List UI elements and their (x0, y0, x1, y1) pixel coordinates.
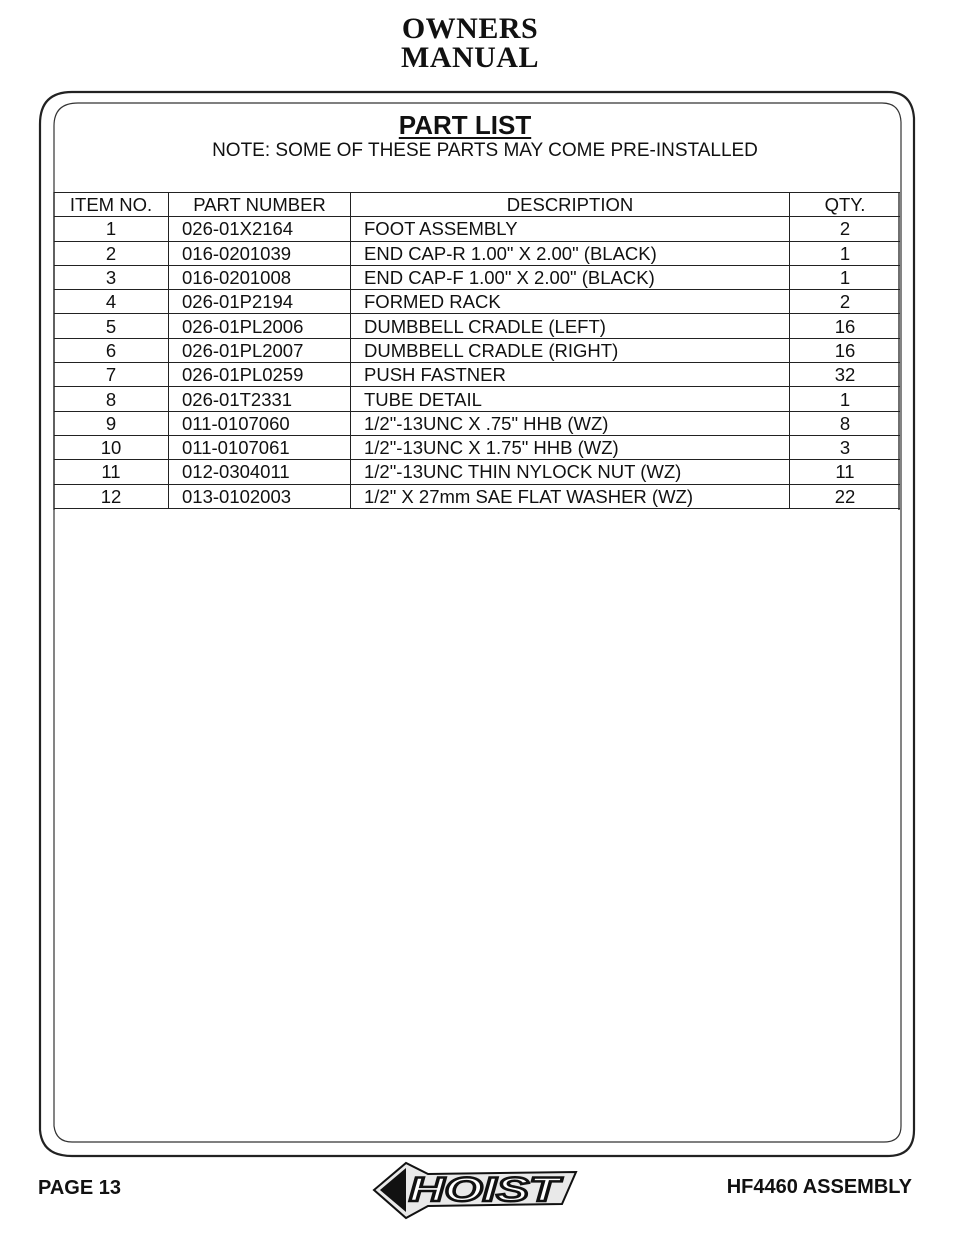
table-row (54, 411, 900, 435)
table-row (54, 290, 900, 314)
table-row (54, 217, 900, 241)
part-list-note: NOTE: SOME OF THESE PARTS MAY COME PRE-INSTALLED (212, 140, 758, 161)
cell-description: 1/2"-13UNC X 1.75" HHB (WZ) (351, 435, 790, 459)
parts-table (54, 192, 900, 509)
cell-item: 1 (54, 217, 169, 241)
cell-part-number: 026-01P2194 (169, 290, 351, 314)
col-header-qty: QTY. (790, 193, 901, 217)
table-row (54, 460, 900, 484)
manual-title-line1: OWNERS (401, 12, 539, 45)
cell-qty: 22 (790, 484, 901, 508)
col-header-description: DESCRIPTION (351, 193, 790, 217)
logo-text: HOIST (409, 1171, 564, 1209)
cell-qty: 1 (790, 387, 901, 411)
table-row (54, 314, 900, 338)
cell-description: PUSH FASTNER (351, 363, 790, 387)
cell-part-number: 011-0107060 (169, 411, 351, 435)
cell-qty: 11 (790, 460, 901, 484)
cell-item: 8 (54, 387, 169, 411)
cell-description: TUBE DETAIL (351, 387, 790, 411)
cell-item: 6 (54, 338, 169, 362)
cell-part-number: 011-0107061 (169, 435, 351, 459)
cell-qty: 8 (790, 411, 901, 435)
cell-part-number: 016-0201039 (169, 241, 351, 265)
cell-description: FOOT ASSEMBLY (351, 217, 790, 241)
parts-table-body (54, 217, 900, 509)
cell-qty: 1 (790, 265, 901, 289)
cell-description: 1/2"-13UNC THIN NYLOCK NUT (WZ) (351, 460, 790, 484)
manual-title-line2: MANUAL (401, 41, 539, 74)
cell-qty: 2 (790, 217, 901, 241)
cell-item: 3 (54, 265, 169, 289)
cell-part-number: 026-01PL0259 (169, 363, 351, 387)
table-row (54, 387, 900, 411)
col-header-part-number: PART NUMBER (169, 193, 351, 217)
table-row (54, 435, 900, 459)
cell-part-number: 026-01PL2006 (169, 314, 351, 338)
table-row (54, 338, 900, 362)
hoist-logo (366, 1160, 584, 1220)
cell-qty: 2 (790, 290, 901, 314)
cell-item: 5 (54, 314, 169, 338)
cell-part-number: 026-01PL2007 (169, 338, 351, 362)
page-number: PAGE 13 (38, 1177, 121, 1199)
cell-item: 9 (54, 411, 169, 435)
part-list-title: PART LIST (398, 110, 532, 140)
cell-qty: 1 (790, 241, 901, 265)
cell-description: END CAP-R 1.00" X 2.00" (BLACK) (351, 241, 790, 265)
document-label: HF4460 ASSEMBLY (726, 1176, 912, 1198)
cell-qty: 16 (790, 314, 901, 338)
cell-description: DUMBBELL CRADLE (LEFT) (351, 314, 790, 338)
cell-item: 7 (54, 363, 169, 387)
table-row (54, 241, 900, 265)
cell-item: 11 (54, 460, 169, 484)
cell-description: END CAP-F 1.00" X 2.00" (BLACK) (351, 265, 790, 289)
table-row (54, 265, 900, 289)
cell-description: 1/2" X 27mm SAE FLAT WASHER (WZ) (351, 484, 790, 508)
table-row (54, 484, 900, 508)
cell-description: FORMED RACK (351, 290, 790, 314)
cell-part-number: 016-0201008 (169, 265, 351, 289)
cell-qty: 3 (790, 435, 901, 459)
col-header-item: ITEM NO. (54, 193, 169, 217)
cell-description: 1/2"-13UNC X .75" HHB (WZ) (351, 411, 790, 435)
cell-qty: 16 (790, 338, 901, 362)
cell-item: 2 (54, 241, 169, 265)
cell-qty: 32 (790, 363, 901, 387)
table-header-row (54, 193, 900, 217)
cell-part-number: 026-01T2331 (169, 387, 351, 411)
cell-item: 12 (54, 484, 169, 508)
cell-description: DUMBBELL CRADLE (RIGHT) (351, 338, 790, 362)
cell-part-number: 013-0102003 (169, 484, 351, 508)
cell-part-number: 012-0304011 (169, 460, 351, 484)
cell-part-number: 026-01X2164 (169, 217, 351, 241)
table-row (54, 363, 900, 387)
cell-item: 4 (54, 290, 169, 314)
cell-item: 10 (54, 435, 169, 459)
